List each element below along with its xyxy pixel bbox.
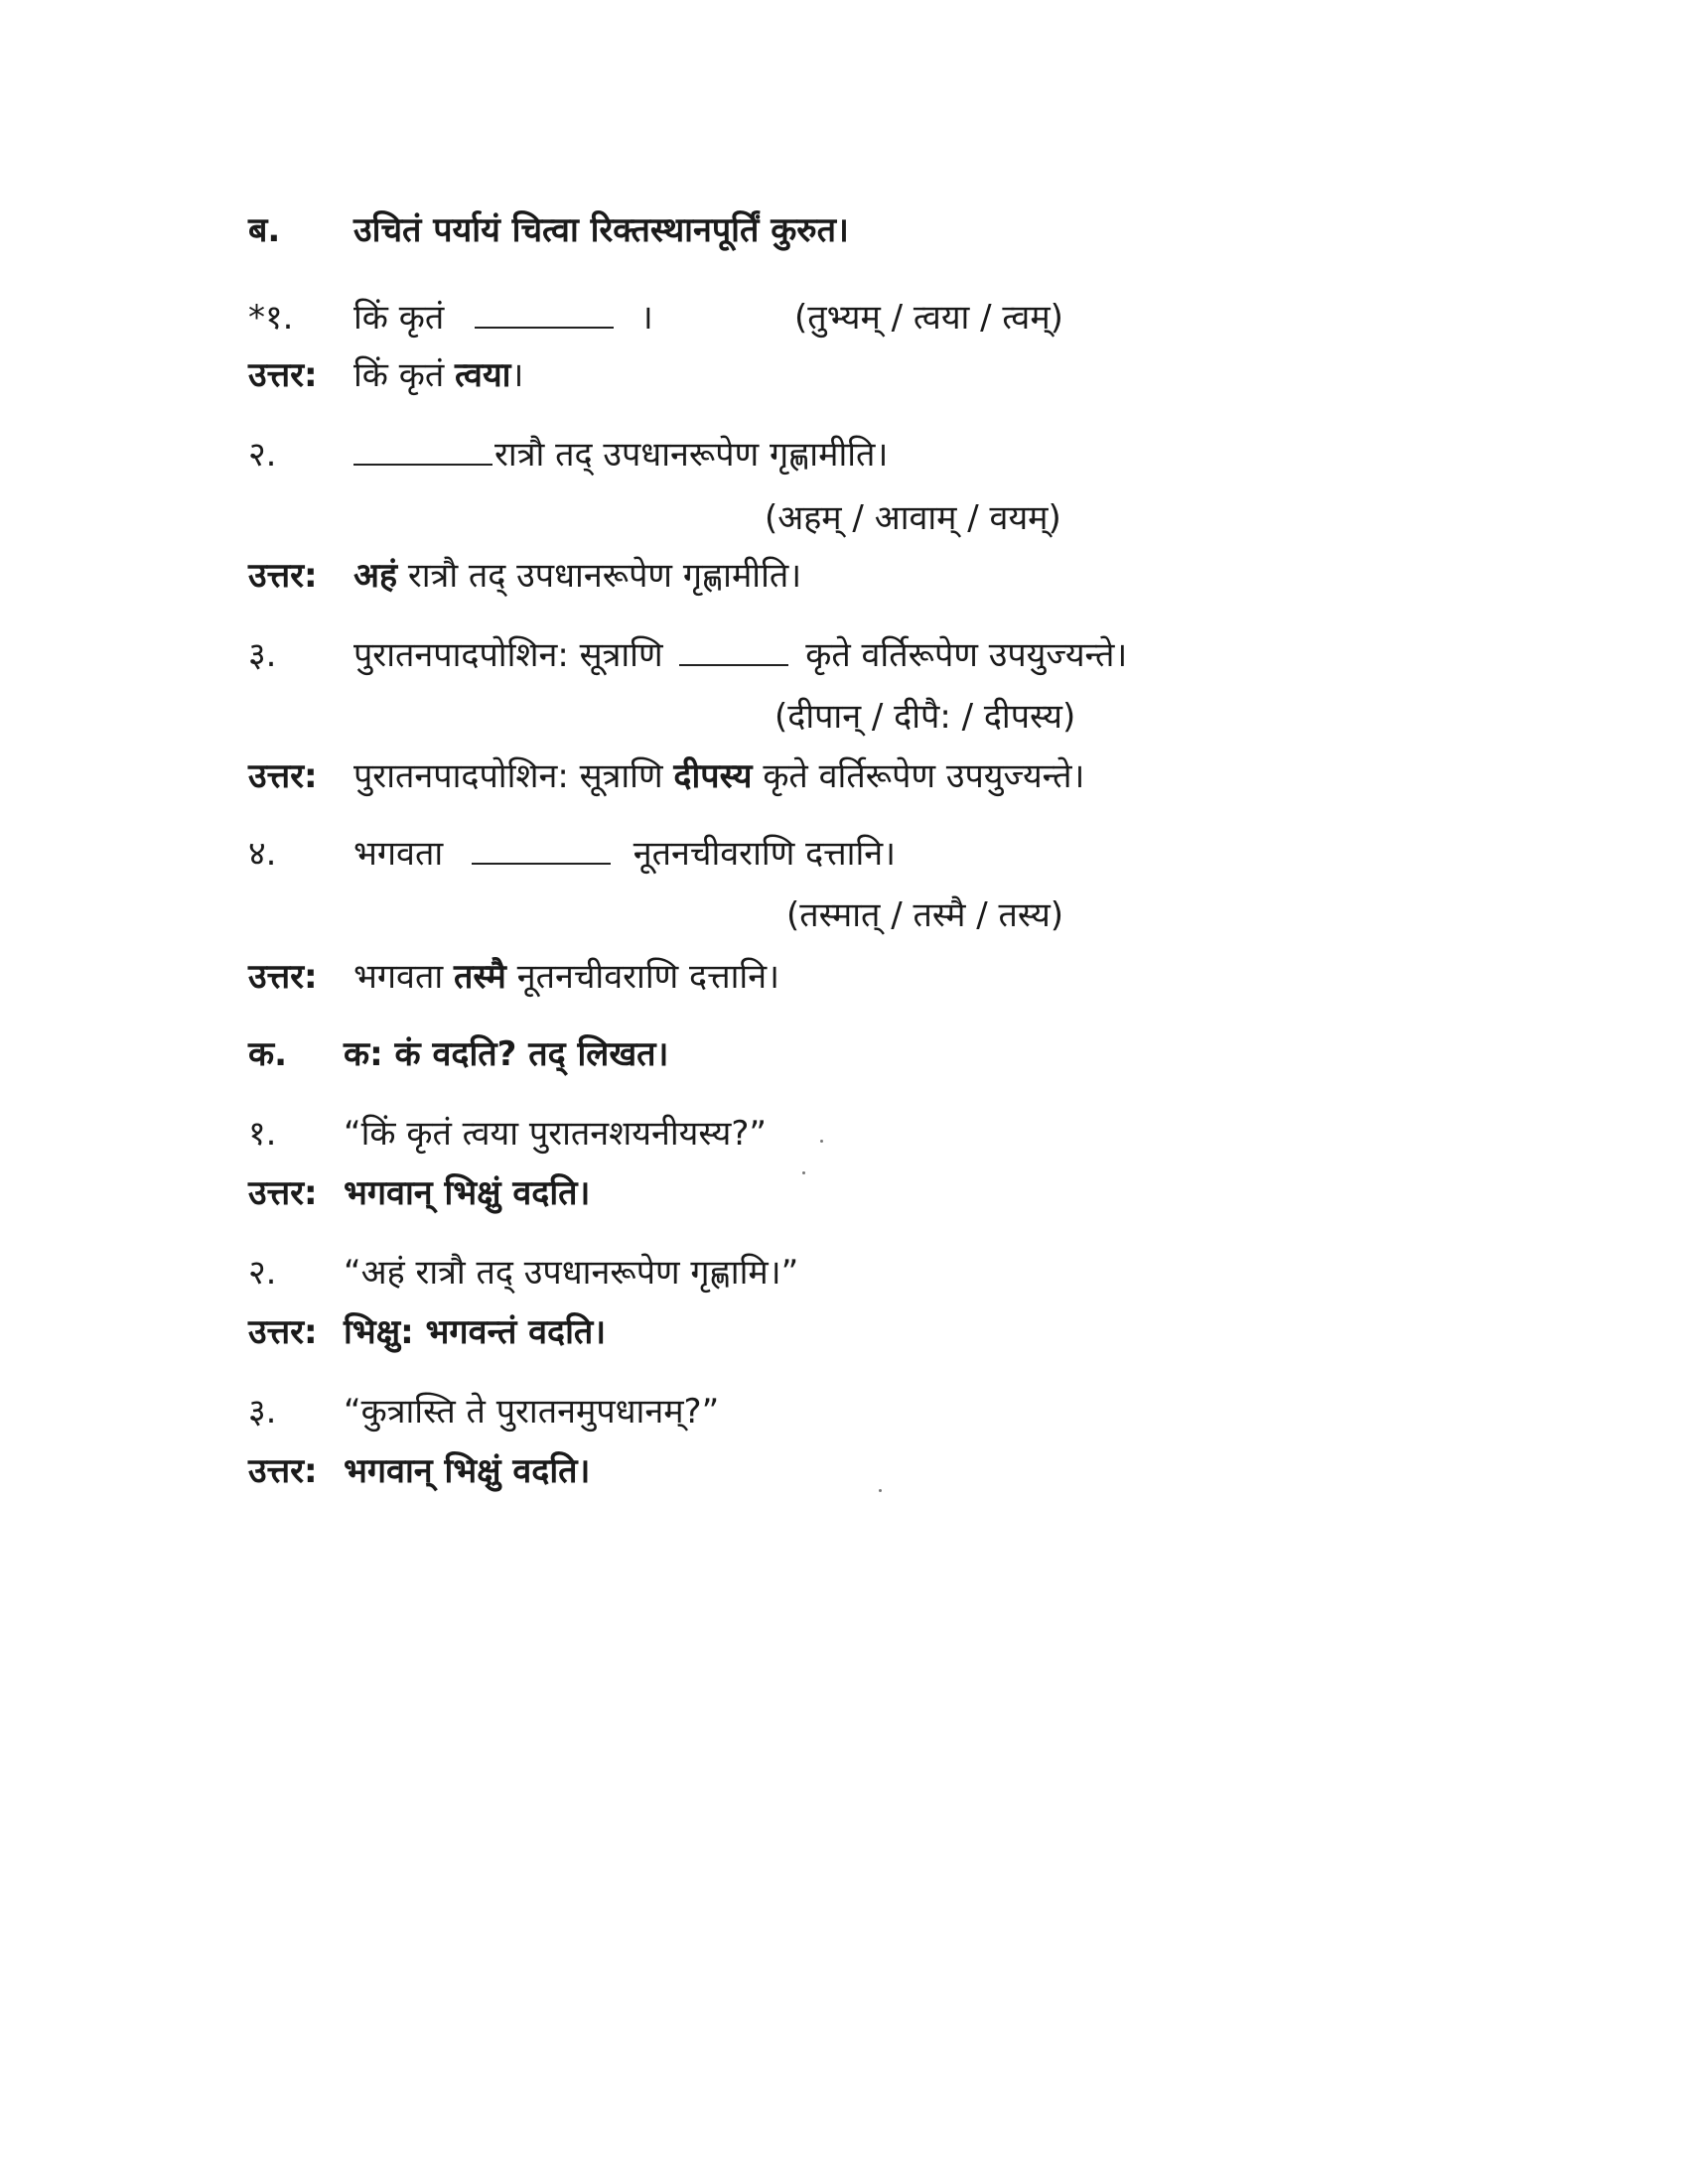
scan-speck [820, 1140, 823, 1143]
b-question-3 [248, 633, 1241, 677]
question-number: *१. [248, 298, 294, 338]
b-answer-3 [248, 754, 1340, 798]
k-question-3 [248, 1390, 1142, 1433]
b-options-1: (तुभ्यम् / त्वया / त्वम्) [794, 298, 1063, 338]
question-text-end: कृते वर्तिरूपेण उपयुज्यन्ते। [805, 635, 1128, 675]
fill-blank [472, 833, 611, 865]
section-k-heading: क: कं वदति? तद् लिखत। [344, 1034, 669, 1074]
quote-text: “किं कृतं त्वया पुरातनशयनीयस्य?” [344, 1114, 768, 1154]
section-k-label: क. [248, 1034, 288, 1074]
answer-label: उत्तर: [248, 756, 318, 796]
question-number: ४. [248, 834, 277, 874]
answer-fill: त्वया [455, 355, 511, 395]
b-answer-1 [248, 353, 943, 397]
answer-text-end: कृते वर्तिरूपेण उपयुज्यन्ते। [752, 756, 1085, 796]
answer-text: भगवान् भिक्षुं वदति। [344, 1173, 591, 1213]
section-b-header [248, 208, 1142, 252]
section-b-heading: उचितं पर्यायं चित्वा रिक्तस्थानपूर्तिं कुरुत। [353, 210, 849, 250]
answer-label: उत्तर: [248, 1312, 318, 1352]
question-text: पुरातनपादपोशिन: सूत्राणि [353, 635, 663, 675]
answer-text: किं कृतं [353, 355, 456, 395]
question-text-end: । [639, 298, 653, 338]
b-options-2: (अहम् / आवाम् / वयम्) [765, 498, 1061, 538]
answer-text-end: । [510, 355, 524, 395]
section-k-header [248, 1032, 1142, 1076]
answer-label: उत्तर: [248, 355, 318, 395]
answer-text: भगवान् भिक्षुं वदति। [344, 1451, 591, 1491]
section-b-label: ब. [248, 210, 281, 250]
k-question-1 [248, 1112, 1142, 1156]
answer-text: पुरातनपादपोशिन: सूत्राणि [353, 756, 674, 796]
answer-fill: दीपस्य [673, 756, 753, 796]
question-number: ३. [248, 635, 277, 675]
scan-speck [879, 1489, 882, 1492]
k-answer-1 [248, 1171, 1142, 1215]
quote-text: “अहं रात्रौ तद् उपधानरूपेण गृह्णामि।” [344, 1253, 799, 1293]
answer-text-end: नूतनचीवराणि दत्तानि। [505, 957, 779, 997]
b-question-4 [248, 832, 1142, 876]
b-question-1 [248, 296, 665, 340]
question-text: किं कृतं [353, 298, 445, 338]
answer-label: उत्तर: [248, 556, 318, 596]
question-number: २. [248, 435, 277, 475]
b-options-4: (तस्मात् / तस्मै / तस्य) [786, 895, 1064, 935]
b-answer-4 [248, 955, 1142, 999]
question-text: भगवता [353, 834, 444, 874]
answer-text-end: रात्रौ तद् उपधानरूपेण गृह्णामीति। [397, 556, 802, 596]
scan-speck [802, 1171, 805, 1174]
b-answer-2 [248, 554, 1142, 598]
fill-blank [475, 297, 614, 329]
question-number: ३. [248, 1392, 277, 1432]
answer-label: उत्तर: [248, 1451, 318, 1491]
question-text-end: नूतनचीवराणि दत्तानि। [633, 834, 897, 874]
answer-fill: अहं [353, 556, 398, 596]
answer-fill: तस्मै [453, 957, 506, 997]
answer-label: उत्तर: [248, 1173, 318, 1213]
question-number: १. [248, 1114, 277, 1154]
answer-label: उत्तर: [248, 957, 318, 997]
fill-blank [353, 434, 492, 466]
answer-text: भगवता [353, 957, 454, 997]
b-options-3: (दीपान् / दीपै: / दीपस्य) [774, 697, 1076, 737]
answer-text: भिक्षु: भगवन्तं वदति। [344, 1312, 607, 1352]
k-question-2 [248, 1251, 1142, 1295]
k-answer-3 [248, 1449, 1142, 1493]
b-question-2 [248, 433, 1142, 477]
k-answer-2 [248, 1310, 1142, 1354]
quote-text: “कुत्रास्ति ते पुरातनमुपधानम्?” [344, 1392, 720, 1432]
fill-blank [679, 634, 788, 666]
question-number: २. [248, 1253, 277, 1293]
question-text-end: रात्रौ तद् उपधानरूपेण गृह्णामीति। [494, 435, 889, 475]
